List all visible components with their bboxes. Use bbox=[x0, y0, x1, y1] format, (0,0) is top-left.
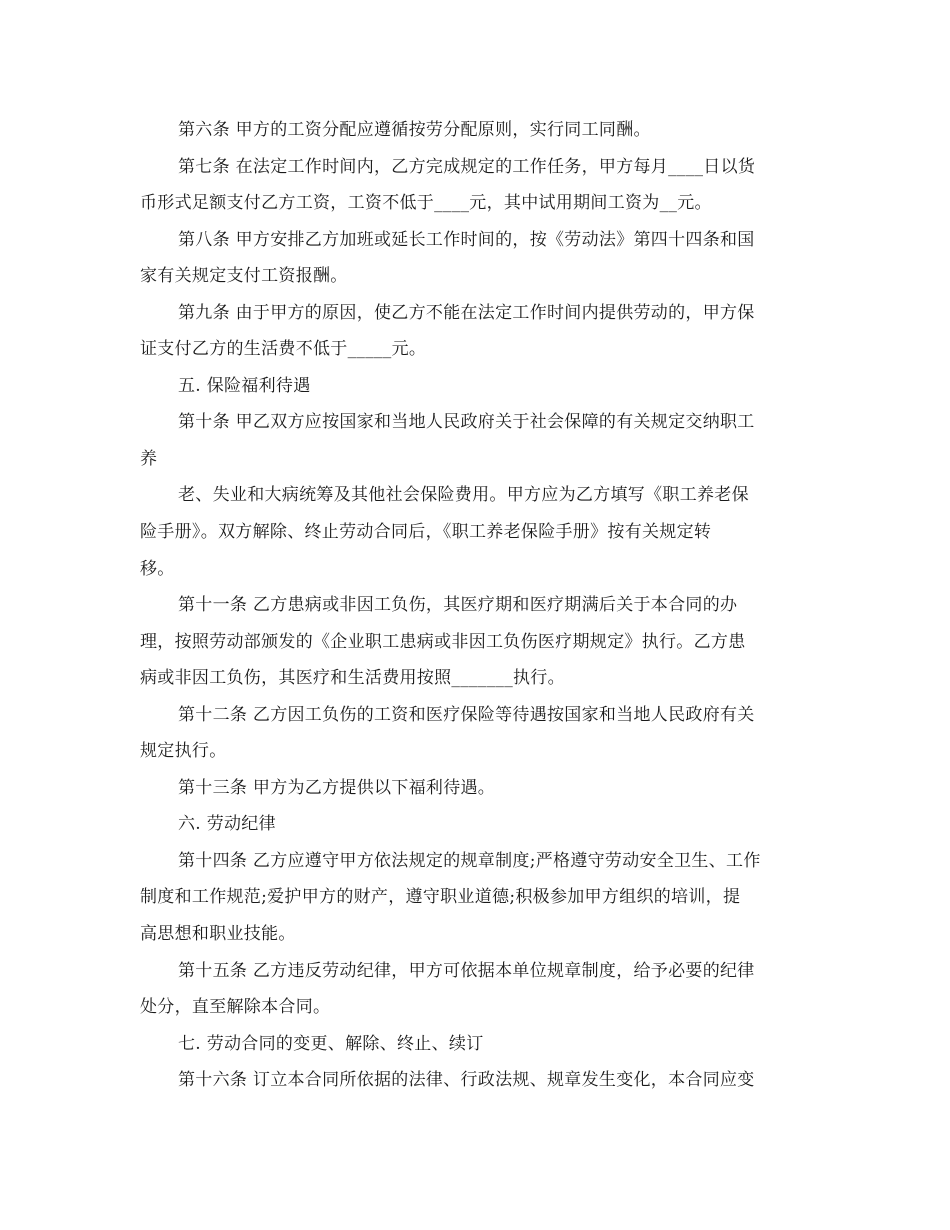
text-line: 第十一条 乙方患病或非因工负伤，其医疗期和医疗期满后关于本合同的办 bbox=[178, 595, 738, 616]
section-heading: 六. 劳动纪律 bbox=[178, 814, 276, 835]
text-line: 第十三条 甲方为乙方提供以下福利待遇。 bbox=[178, 777, 496, 798]
text-line: 第十六条 订立本合同所依据的法律、行政法规、规章发生变化，本合同应变 bbox=[178, 1070, 755, 1091]
text-line: 养 bbox=[140, 448, 158, 469]
document-body bbox=[140, 112, 810, 1099]
text-line: 第七条 在法定工作时间内，乙方完成规定的工作任务，甲方每月____日以货 bbox=[178, 156, 756, 177]
text-line: 第六条 甲方的工资分配应遵循按劳分配原则，实行同工同酬。 bbox=[178, 120, 651, 140]
text-line: 制度和工作规范;爱护甲方的财产，遵守职业道德;积极参加甲方组织的培训，提 bbox=[140, 887, 741, 908]
text-line: 第十条 甲乙双方应按国家和当地人民政府关于社会保障的有关规定交纳职工 bbox=[178, 412, 755, 433]
text-line: 第九条 由于甲方的原因，使乙方不能在法定工作时间内提供劳动的，甲方保 bbox=[178, 302, 755, 323]
text-line: 险手册》。双方解除、终止劳动合同后，《职工养老保险手册》按有关规定转 bbox=[140, 522, 712, 543]
text-line: 证支付乙方的生活费不低于_____元。 bbox=[140, 339, 427, 360]
text-line: 币形式足额支付乙方工资，工资不低于____元，其中试用期间工资为__元。 bbox=[140, 193, 712, 214]
text-line: 处分，直至解除本合同。 bbox=[140, 997, 331, 1018]
section-heading: 五. 保险福利待遇 bbox=[178, 375, 311, 396]
text-line: 移。 bbox=[140, 558, 175, 579]
text-line: 规定执行。 bbox=[140, 741, 227, 762]
text-line: 病或非因工负伤，其医疗和生活费用按照_______执行。 bbox=[140, 668, 565, 689]
text-line: 理，按照劳动部颁发的《企业职工患病或非因工负伤医疗期规定》执行。乙方患 bbox=[140, 631, 746, 652]
text-line: 第十二条 乙方因工负伤的工资和医疗保险等待遇按国家和当地人民政府有关 bbox=[178, 704, 755, 725]
section-heading: 七. 劳动合同的变更、解除、终止、续订 bbox=[178, 1033, 484, 1054]
text-line: 家有关规定支付工资报酬。 bbox=[140, 266, 348, 287]
text-line: 高思想和职业技能。 bbox=[140, 924, 296, 945]
text-line: 第十五条 乙方违反劳动纪律，甲方可依据本单位规章制度，给予必要的纪律 bbox=[178, 960, 755, 981]
text-line: 第八条 甲方安排乙方加班或延长工作时间的，按《劳动法》第四十四条和国 bbox=[178, 229, 755, 250]
text-line: 第十四条 乙方应遵守甲方依法规定的规章制度;严格遵守劳动安全卫生、工作 bbox=[178, 850, 761, 871]
text-line: 老、失业和大病统筹及其他社会保险费用。甲方应为乙方填写《职工养老保 bbox=[178, 485, 749, 506]
